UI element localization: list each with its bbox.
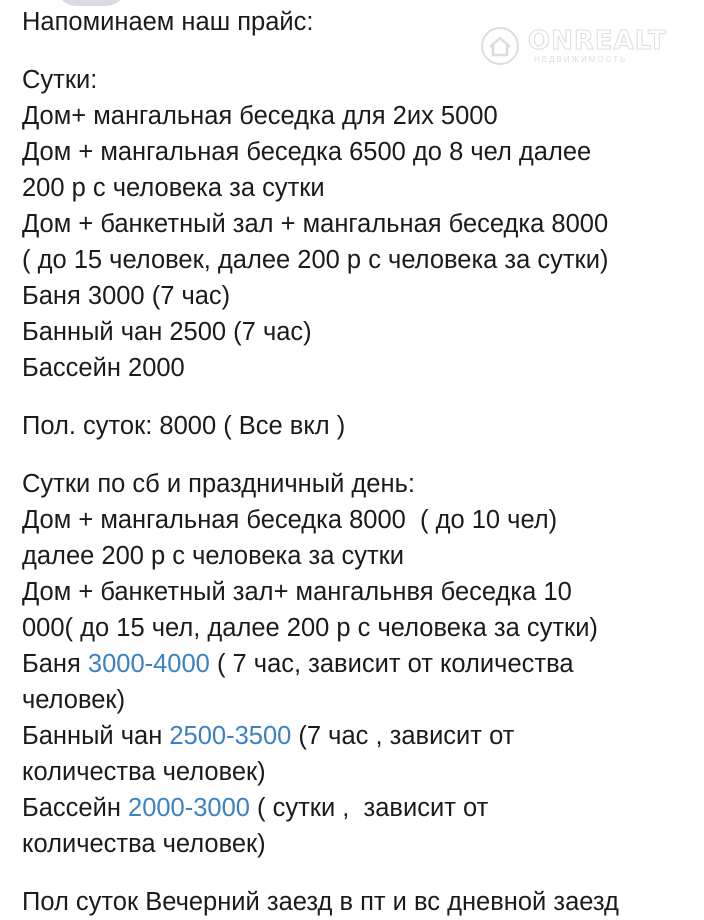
daily-line: Банный чан 2500 (7 час) <box>22 318 312 346</box>
weekend-line: далее 200 р с человека за сутки <box>22 542 405 570</box>
bath-price-link[interactable]: 3000-4000 <box>87 650 210 678</box>
pool-label: Бассейн <box>22 794 129 822</box>
pool-note: ( сутки , зависит от <box>249 794 489 822</box>
half-day-line: Пол. суток: 8000 ( Все вкл ) <box>22 412 346 440</box>
footer-line: Пол суток Вечерний заезд в пт и вс дневной заезд <box>22 888 619 916</box>
daily-line: Дом + банкетный зал + мангальная беседка 8000 <box>22 210 609 238</box>
weekend-line: 000( до 15 чел, далее 200 р с человека за сутки) <box>22 614 598 642</box>
bath-label: Баня <box>22 650 88 678</box>
daily-line: Баня 3000 (7 час) <box>22 282 231 310</box>
daily-line: ( до 15 человек, далее 200 р с человека за сутки) <box>22 246 609 274</box>
tub-price-line <box>22 718 697 754</box>
watermark-subtitle: НЕДВИЖИМОСТЬ <box>534 55 628 64</box>
pool-price-line <box>22 790 697 826</box>
daily-line: 200 р с человека за сутки <box>22 174 325 202</box>
message-body <box>22 4 697 920</box>
daily-line: Дом + мангальная беседка 6500 до 8 чел далее <box>22 138 592 166</box>
pool-price-link[interactable]: 2000-3000 <box>128 794 250 822</box>
daily-line: Дом+ мангальная беседка для 2их 5000 <box>22 102 498 130</box>
daily-heading: Сутки: <box>22 66 98 94</box>
watermark-brand: ONREALT <box>528 26 667 56</box>
tub-note: (7 час , зависит от <box>291 722 515 750</box>
intro-line: Напоминаем наш прайс: <box>22 8 314 36</box>
bath-note: ( 7 час, зависит от количества <box>209 650 574 678</box>
weekend-line: Дом + банкетный зал+ мангальнвя беседка 10 <box>22 578 572 606</box>
weekend-line: Дом + мангальная беседка 8000 ( до 10 чел) <box>22 506 558 534</box>
bath-price-line <box>22 646 697 682</box>
tub-label: Банный чан <box>22 722 170 750</box>
daily-line: Бассейн 2000 <box>22 354 185 382</box>
tub-note-cont: количества человек) <box>22 758 266 786</box>
bath-note-cont: человек) <box>22 686 126 714</box>
pool-note-cont: количества человек) <box>22 830 266 858</box>
weekend-heading: Сутки по сб и праздничный день: <box>22 470 415 498</box>
tub-price-link[interactable]: 2500-3500 <box>169 722 292 750</box>
